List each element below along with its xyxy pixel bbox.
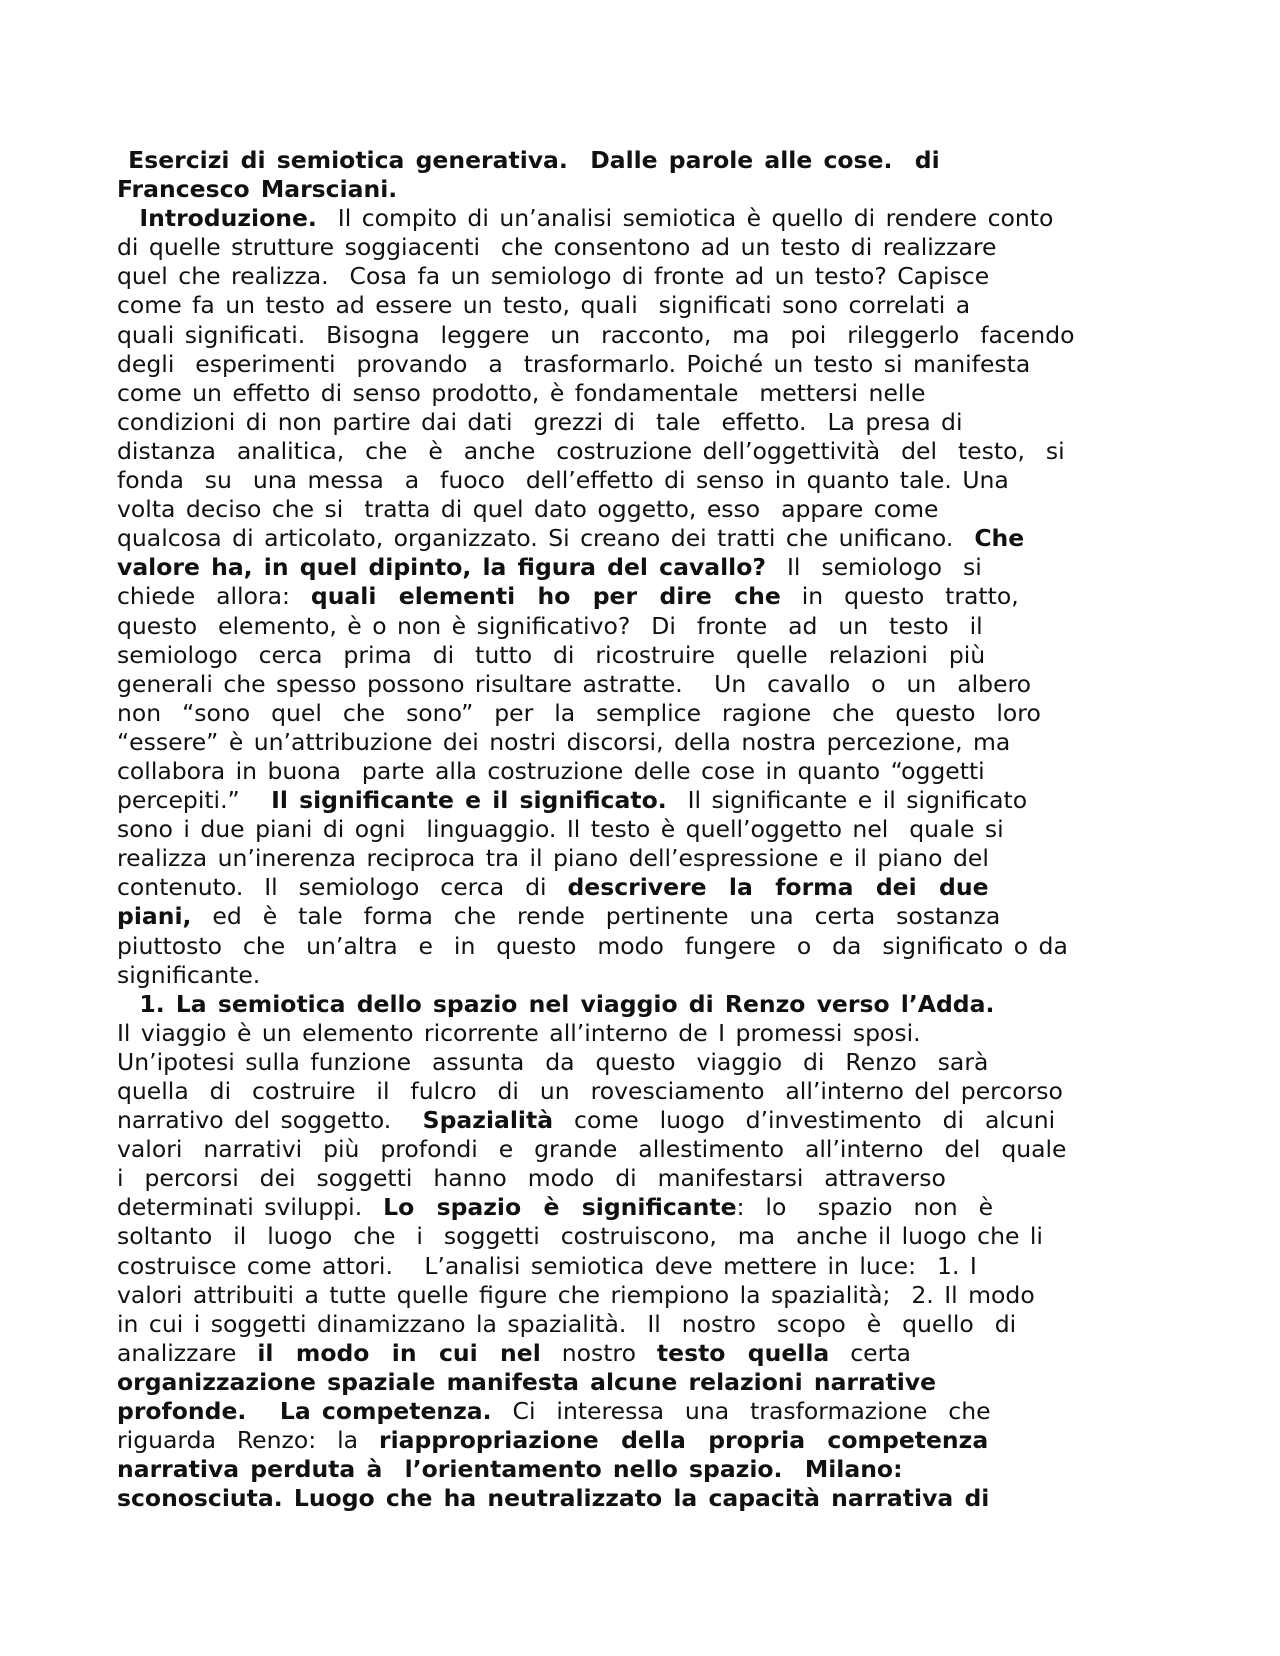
text-run: nostro [540, 1338, 657, 1367]
text-line [117, 466, 1167, 495]
text-run: questo elemento, è o non è significativo? Di fronte ad un testo il [117, 611, 983, 640]
text-line [117, 757, 1167, 786]
text-run: Il compito di un’analisi semiotica è quello di rendere conto [316, 204, 1054, 233]
text-run: riguarda Renzo: la [117, 1426, 379, 1455]
text-run: quel che realizza. Cosa fa un semiologo di fronte ad un testo? Capisce [117, 262, 990, 291]
text-line [117, 670, 1167, 699]
text-line [117, 1397, 1167, 1426]
text-line [117, 233, 1167, 262]
text-line [117, 1281, 1167, 1310]
text-run: certa [829, 1338, 911, 1367]
bold-text-run: Il significante e il significato. [271, 786, 667, 815]
bold-text-run: descrivere la forma dei due [567, 873, 989, 902]
text-line [117, 1455, 1167, 1484]
text-line [117, 932, 1167, 961]
text-line [117, 844, 1167, 873]
text-run: generali che spesso possono risultare astratte. Un cavallo o un albero [117, 669, 1032, 698]
text-run: distanza analitica, che è anche costruzione dell’oggettività del testo, si [117, 436, 1065, 465]
text-run: piuttosto che un’altra e in questo modo fungere o da significato o da [117, 931, 1068, 960]
text-line [117, 699, 1167, 728]
bold-text-run: Francesco Marsciani. [117, 175, 398, 204]
bold-text-run: profonde. La competenza. [117, 1397, 492, 1426]
text-run: qualcosa di articolato, organizzato. Si creano dei tratti che unificano. [117, 524, 975, 553]
bold-text-run: narrativa perduta à l’orientamento nello spazio. Milano: [117, 1455, 903, 1484]
text-line [117, 1222, 1167, 1251]
text-line [117, 1077, 1167, 1106]
text-run: valori attribuiti a tutte quelle figure che riempiono la spazialità; 2. Il modo [117, 1280, 1035, 1309]
text-run: di quelle strutture soggiacenti che consentono ad un testo di realizzare [117, 233, 997, 262]
text-run: in questo tratto, [780, 582, 1019, 611]
text-run: volta deciso che si tratta di quel dato oggetto, esso appare come [117, 495, 939, 524]
text-run: fonda su una messa a fuoco dell’effetto di senso in quanto tale. Una [117, 466, 1009, 495]
bold-text-run: il modo in cui nel [257, 1338, 541, 1367]
text-run: i percorsi dei soggetti hanno modo di manifestarsi attraverso [117, 1164, 946, 1193]
text-line [117, 786, 1167, 815]
text-run: costruisce come attori. L’analisi semiotica deve mettere in luce: 1. I [117, 1251, 977, 1280]
text-line [117, 146, 1167, 175]
document-body [117, 146, 1167, 1513]
text-line [117, 1164, 1167, 1193]
bold-text-run: Introduzione. [117, 204, 317, 233]
bold-text-run: piani, [117, 902, 192, 931]
text-line [117, 815, 1167, 844]
text-run: in cui i soggetti dinamizzano la spazialità. Il nostro scopo è quello di [117, 1309, 1017, 1338]
text-run: come un effetto di senso prodotto, è fondamentale mettersi nelle [117, 378, 926, 407]
text-run: Ci interessa una trasformazione che [491, 1397, 991, 1426]
text-run: Un’ipotesi sulla funzione assunta da questo viaggio di Renzo sarà [117, 1047, 989, 1076]
bold-text-run: Lo spazio è significante [383, 1193, 737, 1222]
bold-text-run: Spazialità [422, 1106, 554, 1135]
text-line [117, 582, 1167, 611]
text-run: valori narrativi più profondi e grande allestimento all’interno del quale [117, 1135, 1067, 1164]
text-line [117, 1310, 1167, 1339]
bold-text-run: testo quella [656, 1338, 830, 1367]
text-run: non “sono quel che sono” per la semplice ragione che questo loro [117, 698, 1041, 727]
text-line [117, 1106, 1167, 1135]
bold-text-run: valore ha, in quel dipinto, la figura del cavallo? [117, 553, 766, 582]
text-line [117, 204, 1167, 233]
text-line [117, 728, 1167, 757]
text-line [117, 1193, 1167, 1222]
text-run: “essere” è un’attribuzione dei nostri discorsi, della nostra percezione, ma [117, 727, 1011, 756]
text-line [117, 262, 1167, 291]
text-line [117, 1252, 1167, 1281]
bold-text-run: sconosciuta. Luogo che ha neutralizzato la capacità narrativa di [117, 1484, 990, 1513]
text-run: come fa un testo ad essere un testo, quali significati sono correlati a [117, 291, 971, 320]
text-line [117, 1135, 1167, 1164]
text-line [117, 612, 1167, 641]
text-run: quella di costruire il fulcro di un rovesciamento all’interno del percorso [117, 1077, 1063, 1105]
bold-text-run: Che [974, 524, 1025, 553]
text-line [117, 495, 1167, 524]
text-run: Il significante e il significato [666, 786, 1028, 815]
bold-text-run: quali elementi ho per dire che [310, 582, 781, 611]
text-run: : lo spazio non è [736, 1193, 994, 1222]
bold-text-run: riappropriazione della propria competenza [378, 1426, 989, 1455]
text-run: Il viaggio è un elemento ricorrente all’interno de I promessi sposi. [117, 1018, 921, 1047]
text-run: Il semiologo si [766, 553, 982, 582]
text-line [117, 1368, 1167, 1397]
text-line [117, 553, 1167, 582]
text-run: ed è tale forma che rende pertinente una certa sostanza [191, 902, 1001, 931]
text-run: narrativo del soggetto. [117, 1106, 423, 1135]
text-run: soltanto il luogo che i soggetti costruiscono, ma anche il luogo che li [117, 1222, 1043, 1251]
text-line [117, 1048, 1167, 1077]
text-line [117, 1339, 1167, 1368]
bold-text-run: Esercizi di semiotica generativa. Dalle parole alle cose. di [117, 146, 940, 174]
text-run: determinati sviluppi. [117, 1193, 384, 1222]
text-line [117, 291, 1167, 320]
text-line [117, 1426, 1167, 1455]
text-line [117, 175, 1167, 204]
text-line [117, 961, 1167, 990]
text-line [117, 379, 1167, 408]
text-line [117, 641, 1167, 670]
text-line [117, 408, 1167, 437]
text-line [117, 437, 1167, 466]
text-line [117, 990, 1167, 1019]
text-run: come luogo d’investimento di alcuni [553, 1106, 1056, 1135]
text-run: semiologo cerca prima di tutto di ricostruire quelle relazioni più [117, 640, 986, 669]
text-line [117, 350, 1167, 379]
text-run: analizzare [117, 1338, 258, 1367]
text-run: sono i due piani di ogni linguaggio. Il testo è quell’oggetto nel quale si [117, 815, 1004, 844]
text-line [117, 524, 1167, 553]
text-line [117, 902, 1167, 931]
text-line [117, 321, 1167, 350]
text-run: realizza un’inerenza reciproca tra il piano dell’espressione e il piano del [117, 844, 989, 873]
bold-text-run: 1. La semiotica dello spazio nel viaggio di Renzo verso l’Adda. [117, 989, 995, 1018]
text-line [117, 873, 1167, 902]
bold-text-run: organizzazione spaziale manifesta alcune relazioni narrative [117, 1367, 937, 1396]
text-run: percepiti.” [117, 786, 272, 815]
text-run: contenuto. Il semiologo cerca di [117, 873, 568, 902]
text-run: quali significati. Bisogna leggere un racconto, ma poi rileggerlo facendo [117, 320, 1075, 349]
text-line [117, 1019, 1167, 1048]
text-run: significante. [117, 960, 261, 989]
text-run: collabora in buona parte alla costruzione delle cose in quanto “oggetti [117, 756, 985, 785]
text-run: degli esperimenti provando a trasformarlo. Poiché un testo si manifesta [117, 349, 1031, 378]
text-run: chiede allora: [117, 582, 311, 611]
text-run: condizioni di non partire dai dati grezzi di tale effetto. La presa di [117, 407, 963, 436]
text-line [117, 1484, 1167, 1513]
